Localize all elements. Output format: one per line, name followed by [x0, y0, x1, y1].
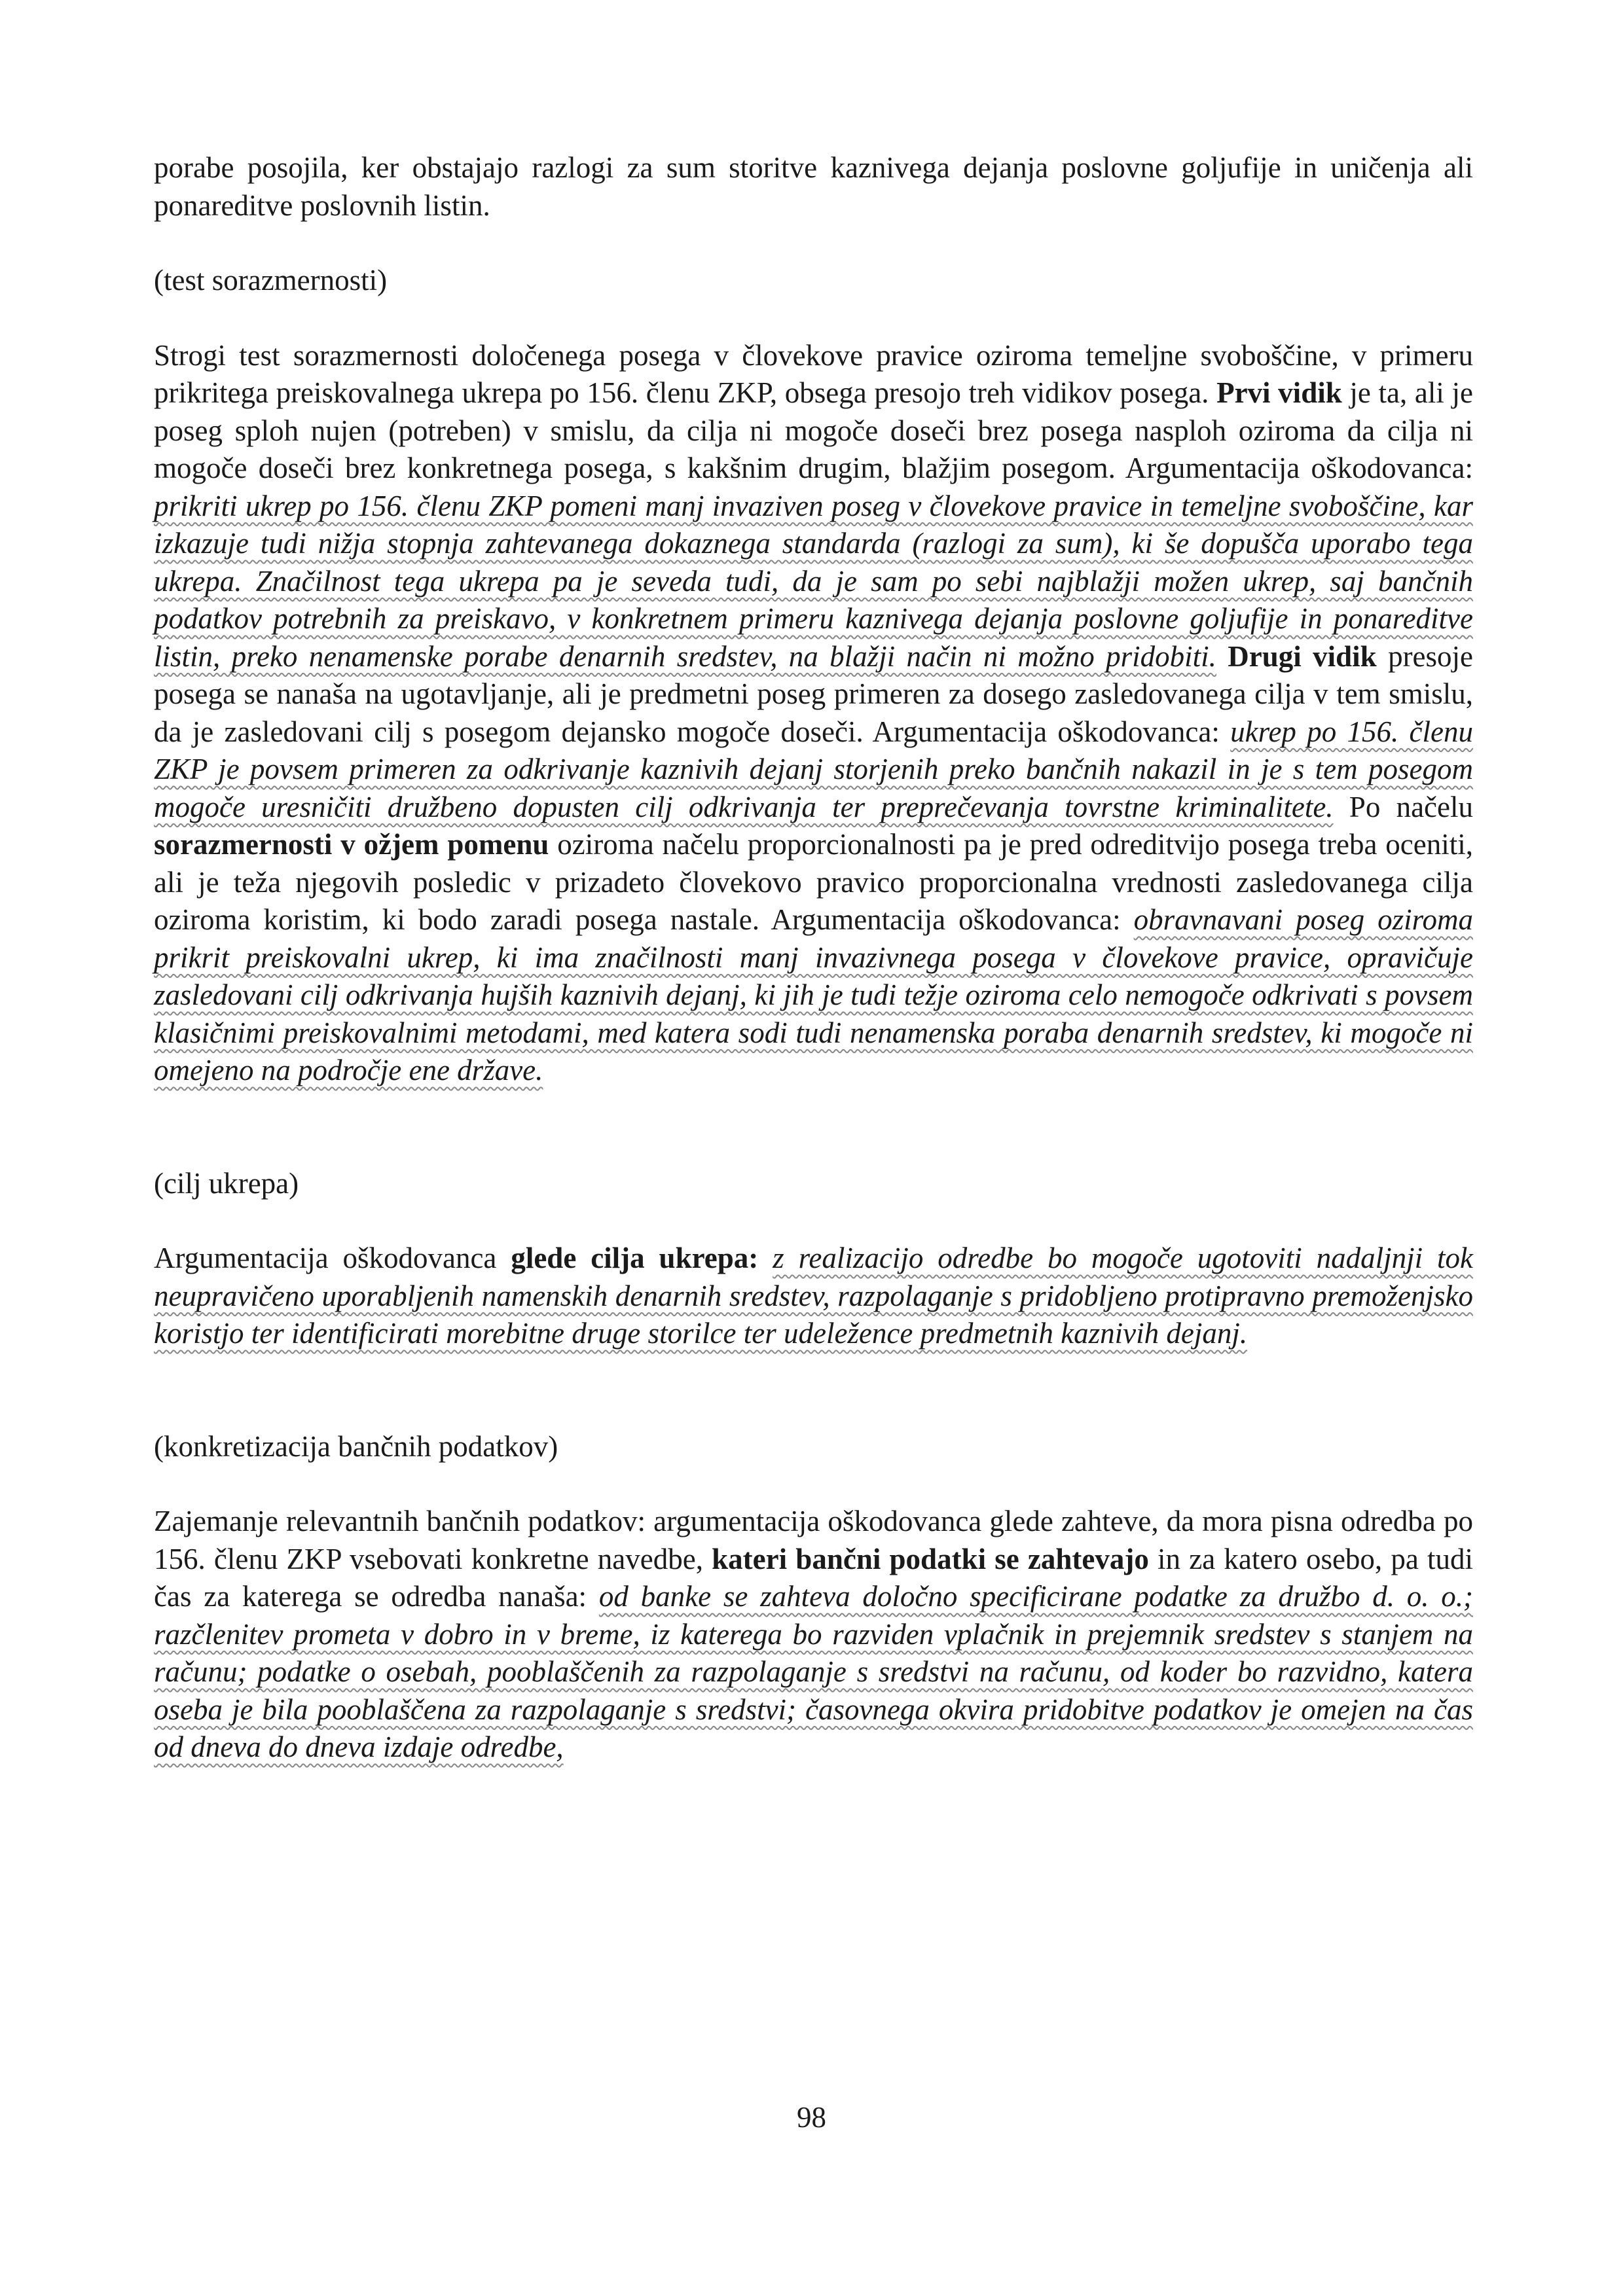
- paragraph-text: Strogi test sorazmernosti določenega posega v človekove pravice oziroma temeljne svoboščine, v primeru prikritega preiskovalnega ukrepa po 156. členu ZKP, obsega presojo treh vidikov posega.: [154, 338, 1473, 409]
- bold-term-drugi-vidik: Drugi vidik: [1228, 639, 1377, 673]
- argument-text-2: ukrep po 156. členu ZKP je povsem primeren za odkrivanje kaznivih dejanj storjenih preko bančnih nakazil in je s tem posegom mogoče uresničiti družbeno dopusten cilj odkrivanja ter preprečevanja tovrstne kriminalitete.: [154, 715, 1473, 823]
- page-number: 98: [797, 2101, 826, 2134]
- bold-term-glede-cilja: glede cilja ukrepa:: [511, 1242, 759, 1274]
- paragraph-text: in za katero osebo, pa tudi čas za katerega se odredba nanaša:: [154, 1542, 1474, 1613]
- paragraph-text: Po načelu: [1333, 790, 1473, 823]
- argument-text-4: z realizacijo odredbe bo mogoče ugotoviti nadaljnji tok neupravičeno uporabljenih namenskih denarnih sredstev, razpolaganje s pridobljeno protipravno premoženjsko koristjo ter identificirati morebitne druge storilce ter udeležence predmetnih kaznivih dejanj.: [154, 1242, 1474, 1350]
- spacer-text: [758, 1242, 773, 1274]
- argument-text-3: obravnavani poseg oziroma prikrit preiskovalni ukrep, ki ima značilnosti manj invazivnega posega v človekove pravice, opravičuje zasledovani cilj odkrivanja hujših kaznivih dejanj, ki jih je tudi težje oziroma celo nemogoče odkrivati s povsem klasičnimi preiskovalnimi metodami, med katera sodi tudi nenamenska poraba denarnih sredstev, ki mogoče ni omejeno na področje ene države.: [154, 903, 1473, 1086]
- paragraph-cilj-ukrepa: [154, 1240, 1473, 1353]
- paragraph-text: je ta, ali je poseg sploh nujen (potreben) v smislu, da cilja ni mogoče doseči brez posega nasploh oziroma da cilja ni mogoče doseči brez konkretnega posega, s kakšnim drugim, blažjim posegom. Argumentacija oškodovanca:: [154, 376, 1473, 484]
- paragraph-text: Zajemanje relevantnih bančnih podatkov: argumentacija oškodovanca glede zahteve, da mora pisna odredba po 156. členu ZKP vsebovati konkretne navedbe,: [154, 1505, 1473, 1575]
- bold-term-bancni-podatki: kateri bančni podatki se zahtevajo: [712, 1542, 1149, 1575]
- paragraph-text: oziroma načelu proporcionalnosti pa je pred odreditvijo posega treba oceniti, ali je teža njegovih posledic v prizadeto človekovo pravico proporcionalna vrednosti zasledovanega cilja oziroma koristim, ki bodo zaradi posega nastale. Argumentacija oškodovanca:: [154, 828, 1474, 936]
- bold-term-prvi-vidik: Prvi vidik: [1216, 376, 1342, 409]
- paragraph-intro: [154, 149, 1473, 224]
- spacer-text: [1216, 640, 1228, 673]
- paragraph-text: porabe posojila, ker obstajajo razlogi za sum storitve kaznivega dejanja poslovne goljufije in uničenja ali ponareditve poslovnih listin.: [154, 151, 1473, 222]
- argument-text-1: prikriti ukrep po 156. členu ZKP pomeni manj invaziven poseg v človekove pravice in temeljne svoboščine, kar izkazuje tudi nižja stopnja zahtevanega dokaznega standarda (razlogi za sum), ki še dopušča uporabo tega ukrepa. Značilnost tega ukrepa pa je seveda tudi, da je sam po sebi najblažji možen ukrep, saj bančnih podatkov potrebnih za preiskavo, v konkretnem primeru kaznivega dejanja poslovne goljufije in ponareditve listin, preko nenamenske porabe denarnih sredstev, na blažji način ni možno pridobiti.: [154, 489, 1473, 673]
- page-content: [154, 149, 1473, 1767]
- paragraph-konkretizacija: [154, 1503, 1473, 1767]
- paragraph-text: presoje posega se nanaša na ugotavljanje, ali je predmetni poseg primeren za dosego zasledovanega cilja v tem smislu, da je zasledovani cilj s posegom dejansko mogoče doseči. Argumentacija oškodovanca:: [154, 639, 1474, 748]
- heading-cilj-ukrepa: (cilj ukrepa): [154, 1166, 299, 1200]
- paragraph-text: Argumentacija oškodovanca: [154, 1242, 511, 1274]
- bold-term-sorazmernosti: sorazmernosti v ožjem pomenu: [154, 828, 549, 861]
- heading-test-sorazmernosti: (test sorazmernosti): [154, 264, 388, 296]
- paragraph-test-sorazmernosti: [154, 337, 1473, 1090]
- heading-konkretizacija: (konkretizacija bančnih podatkov): [154, 1429, 558, 1463]
- argument-text-5: od banke se zahteva določno specificirane podatke za družbo d. o. o.; razčlenitev prometa v dobro in v breme, iz katerega bo razviden vplačnik in prejemnik sredstev s stanjem na računu; podatke o osebah, pooblaščenih za razpolaganje s sredstvi na računu, od koder bo razvidno, katera oseba je bila pooblaščena za razpolaganje s sredstvi; časovnega okvira pridobitve podatkov je omejen na čas od dneva do dneva izdaje odredbe,: [154, 1580, 1474, 1763]
